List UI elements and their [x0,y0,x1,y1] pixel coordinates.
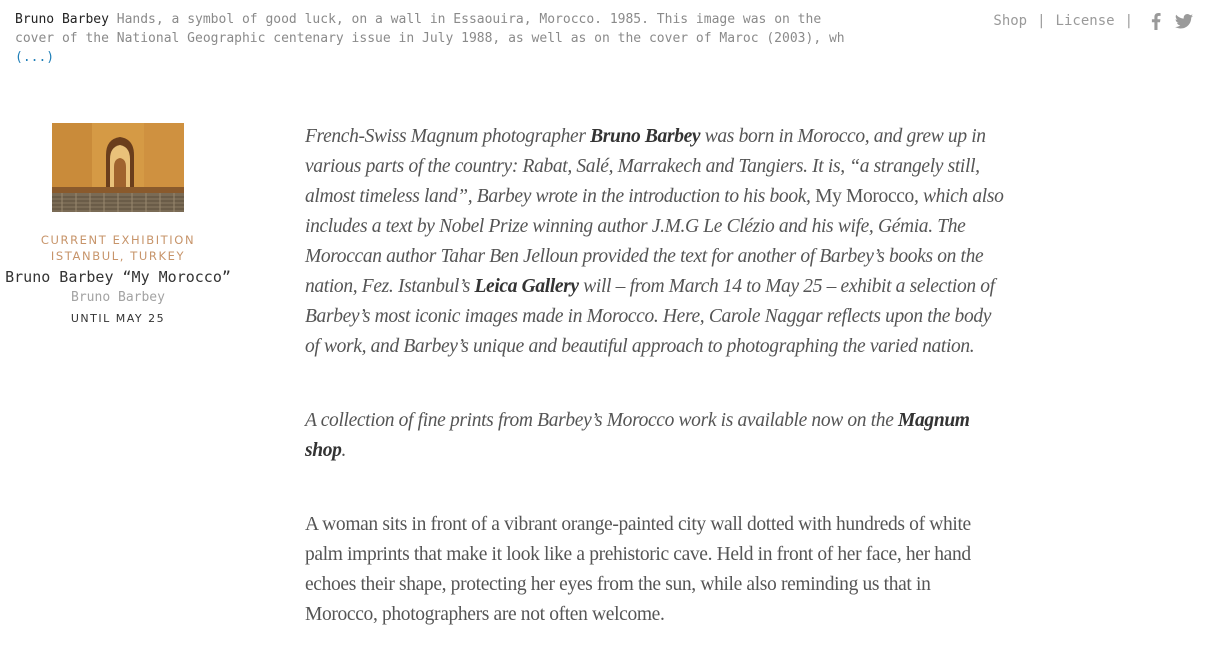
exhibition-artist: Bruno Barbey [71,290,165,305]
article-paragraph: A woman sits in front of a vibrant orange-painted city wall dotted with hundreds of white palm imprints that make it look like a prehistoric cave. Held in front of her face, her hand echoes their shape, protecting her eyes from the sun, while also reminding us that in Morocco, photographers are not often welcome. [305,514,971,625]
shop-note-text: . [341,440,347,461]
shop-note-text: A collection of fine prints from Barbey’s Morocco work is available now on the [305,410,899,431]
intro-text: will – from March 14 to May 25 – exhibit a selection of Barbey’s most iconic images made in Morocco. Here, Carole Naggar reflects upon the body of work, and Barbey’s unique and beautiful approach to photographing the varied nation. [305,276,995,357]
intro-text: , which also includes a text by Nobel Prize winning author J.M.G Le Clézio and his wife, Gémia. The Moroccan author Tahar Ben Jelloun provided the text for another of Barbey’s books on the nation, Fez. Istanbul’s [305,186,1004,297]
photographer-name: Bruno Barbey [590,126,701,147]
intro-text: French-Swiss Magnum photographer [305,126,591,147]
nav-divider: | [1037,13,1046,29]
caption-text-1: Hands, a symbol of good luck, on a wall in Essaouira, Morocco. 1985. This image was on the [108,12,822,27]
exhibition-card [0,123,236,330]
exhibition-thumbnail[interactable] [52,123,184,212]
article-body [305,122,1005,630]
caption-more-link[interactable]: (...) [15,50,55,65]
caption-text-2: cover of the National Geographic centenary issue in July 1988, as well as on the cover of Maroc (2003), wh [15,31,845,46]
caption-author: Bruno Barbey [15,12,109,27]
gallery-name: Leica Gallery [474,276,579,297]
article-intro [305,122,1005,362]
book-title: My Morocco [815,186,914,207]
intro-text: was born in Morocco, and grew up in various parts of the country: Rabat, Salé, Marrakech and Tangiers. It is, “a strangely still, almost timeless land”, Barbey wrote in the introduction to his book, [305,126,986,207]
facebook-icon[interactable] [1147,12,1165,30]
article-shop-note [305,406,1005,466]
exhibition-dates: UNTIL MAY 25 [70,312,166,325]
exhibition-label: CURRENT EXHIBITION [40,233,196,247]
magnum-shop-link[interactable]: Magnum shop [305,410,970,461]
top-nav [993,11,1193,31]
image-caption [15,10,845,67]
caption-line-1 [15,10,822,29]
twitter-icon[interactable] [1175,12,1193,30]
exhibition-location: ISTANBUL, TURKEY [50,249,186,263]
nav-divider: | [1124,13,1133,29]
exhibition-title[interactable]: Bruno Barbey “My Morocco” [5,268,231,286]
shop-link[interactable]: Shop [993,13,1028,29]
license-link[interactable]: License [1055,13,1115,29]
